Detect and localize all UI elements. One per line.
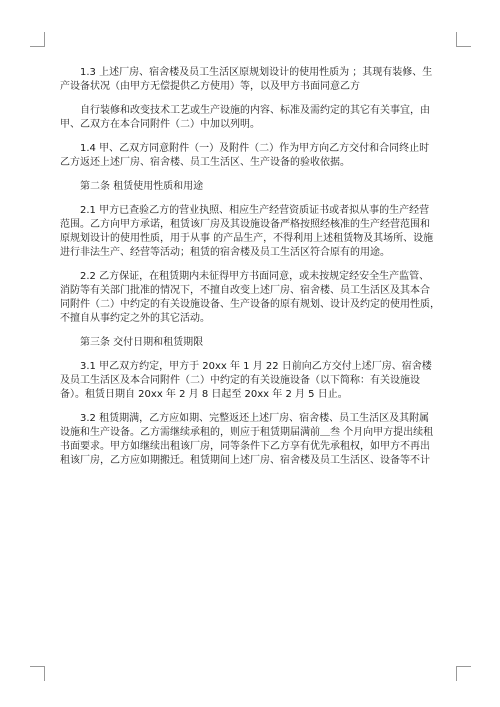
- text-line: 2.2 乙方保证，在租赁期内未征得甲方书面同意，或未按规定经安全生产监管、: [80, 271, 430, 282]
- crop-mark-bottom-right: [456, 666, 471, 681]
- text-line: 及员工生活区及本合同附件（二）中约定的有关设施设备（以下简称：有关设施设: [60, 375, 420, 386]
- text-line: 2.1 甲方已查验乙方的营业执照、相应生产经营资质证书或者拟从事的生产经营: [80, 205, 430, 216]
- text-line: 自行装修和改变技术工艺或生产设施的内容、标准及需约定的其它有关事宜，由: [80, 105, 430, 116]
- section-heading: [60, 336, 442, 350]
- text-line: 乙方返还上述厂房、宿舍楼、员工生活区、生产设备的验收依据。: [60, 157, 350, 168]
- text-line: 第二条 租赁使用性质和用途: [80, 181, 204, 192]
- text-line: 产设备状况（由甲方无偿提供乙方使用）等，以及甲方书面同意乙方: [60, 81, 360, 92]
- text-line: 消防等有关部门批准的情况下，不擅自改变上述厂房、宿舍楼、员工生活区及其本合: [60, 285, 430, 296]
- paragraph: [60, 270, 442, 326]
- text-line: 同附件（二）中约定的有关设施设备、生产设备的原有规划、设计及约定的使用性质，: [60, 299, 440, 310]
- paragraph: [60, 142, 442, 170]
- paragraph: [60, 412, 442, 468]
- text-line: 3.2 租赁期满，乙方应如期、完整返还上述厂房、宿舍楼、员工生活区及其附属: [80, 413, 430, 424]
- text-line: 进行非法生产、经营等活动；租赁的宿舍楼及员工生活区符合原有的用途。: [60, 247, 390, 258]
- crop-mark-bottom-left: [30, 666, 45, 681]
- text-line: 1.4 甲、乙双方同意附件（一）及附件（二）作为甲方向乙方交付和合同终止时: [80, 143, 430, 154]
- paragraph: [60, 204, 442, 260]
- text-line: 3.1 甲乙双方约定，甲方于 20xx 年 1 月 22 日前向乙方交付上述厂房、宿舍楼: [80, 361, 432, 372]
- text-line: 备）。租赁日期自 20xx 年 2 月 8 日起至 20xx 年 2 月 5 日止。: [60, 389, 348, 400]
- text-line: 范围。乙方向甲方承诺，租赁该厂房及其设施设备严格按照经核准的生产经营范围和: [60, 219, 430, 230]
- document-body: [60, 66, 442, 478]
- text-line: 1.3 上述厂房、宿舍楼及员工生活区原规划设计的使用性质为 ；其现有装修、生: [80, 67, 433, 78]
- text-line: 设施和生产设备。乙方需继续承租的，则应于租赁期届满前＿叁 个月向甲方提出续租: [60, 427, 434, 438]
- paragraph: [60, 104, 442, 132]
- text-line: 租该厂房，乙方应如期搬迁。租赁期间上述厂房、宿舍楼及员工生活区、设备等不计: [60, 455, 430, 466]
- paragraph: [60, 360, 442, 402]
- text-line: 原规划设计的使用性质，用于从事 的产品生产，不得利用上述租赁物及其场所、设施: [60, 233, 434, 244]
- crop-mark-top-right: [456, 32, 471, 47]
- crop-mark-top-left: [30, 32, 45, 47]
- text-line: 第三条 交付日期和租赁期限: [80, 337, 204, 348]
- text-line: 甲、乙双方在本合同附件（二）中加以列明。: [60, 119, 260, 130]
- text-line: 不擅自从事约定之外的其它活动。: [60, 313, 210, 324]
- text-line: 书面要求。甲方如继续出租该厂房，同等条件下乙方享有优先承租权，如甲方不再出: [60, 441, 430, 452]
- paragraph: [60, 66, 442, 94]
- section-heading: [60, 180, 442, 194]
